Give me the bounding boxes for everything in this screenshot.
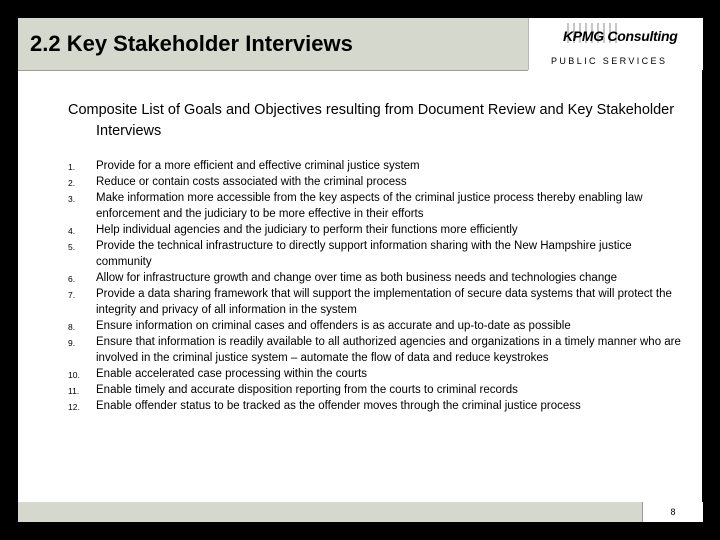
page-number: 8	[642, 502, 703, 522]
list-item	[64, 318, 684, 334]
list-item-number: 8.	[68, 322, 76, 332]
list-item-number: 1.	[68, 162, 76, 172]
list-item-number: 7.	[68, 290, 76, 300]
list-item-text: Allow for infrastructure growth and change over time as both business needs and technologies change	[96, 272, 618, 284]
list-item-number: 12.	[68, 402, 80, 412]
list-item-number: 10.	[68, 370, 80, 380]
list-item	[64, 238, 684, 270]
list-item-number: 4.	[68, 226, 76, 236]
list-item	[64, 174, 684, 190]
list-item-text: Provide the technical infrastructure to directly support information sharing with the New Hampshire justice community	[96, 240, 632, 268]
kpmg-logo	[528, 18, 703, 70]
list-item	[64, 270, 684, 286]
title-bar	[18, 18, 528, 71]
list-item-text: Enable timely and accurate disposition reporting from the courts to criminal records	[96, 384, 518, 396]
slide-title: 2.2 Key Stakeholder Interviews	[30, 31, 353, 56]
list-item	[64, 286, 684, 318]
list-item-text: Ensure information on criminal cases and offenders is as accurate and up-to-date as possible	[96, 320, 571, 332]
list-item-text: Provide for a more efficient and effective criminal justice system	[96, 160, 420, 172]
list-item	[64, 382, 684, 398]
list-item-number: 6.	[68, 274, 76, 284]
list-item	[64, 222, 684, 238]
list-item-number: 11.	[68, 386, 80, 396]
list-item-text: Reduce or contain costs associated with the criminal process	[96, 176, 407, 188]
list-item-text: Ensure that information is readily available to all authorized agencies and organizations in a timely manner who are involved in the criminal justice system – automate the flow of data and reduce keystrokes	[96, 336, 681, 364]
logo-brand-text: KPMG Consulting	[563, 28, 678, 44]
list-item-number: 9.	[68, 338, 76, 348]
list-item-text: Enable accelerated case processing within the courts	[96, 368, 368, 380]
list-item	[64, 398, 684, 414]
slide	[18, 18, 702, 522]
list-item	[64, 158, 684, 174]
footer-bar	[18, 502, 702, 522]
list-item	[64, 190, 684, 222]
list-item-text: Enable offender status to be tracked as the offender moves through the criminal justice process	[96, 400, 581, 412]
list-item	[64, 366, 684, 382]
list-item-text: Provide a data sharing framework that will support the implementation of secure data systems that will protect the integrity and privacy of all information in the system	[96, 288, 672, 316]
goals-list	[64, 158, 684, 414]
section-heading: Composite List of Goals and Objectives resulting from Document Review and Key Stakeholder Interviews	[68, 102, 675, 139]
list-item	[64, 334, 684, 366]
list-item-text: Make information more accessible from the key aspects of the criminal justice process thereby enabling law enforcement and the judiciary to be more effective in their efforts	[96, 192, 643, 220]
list-item-number: 2.	[68, 178, 76, 188]
list-item-number: 3.	[68, 194, 76, 204]
list-item-number: 5.	[68, 242, 76, 252]
list-item-text: Help individual agencies and the judiciary to perform their functions more efficiently	[96, 224, 518, 236]
logo-subtitle: PUBLIC SERVICES	[551, 56, 668, 66]
